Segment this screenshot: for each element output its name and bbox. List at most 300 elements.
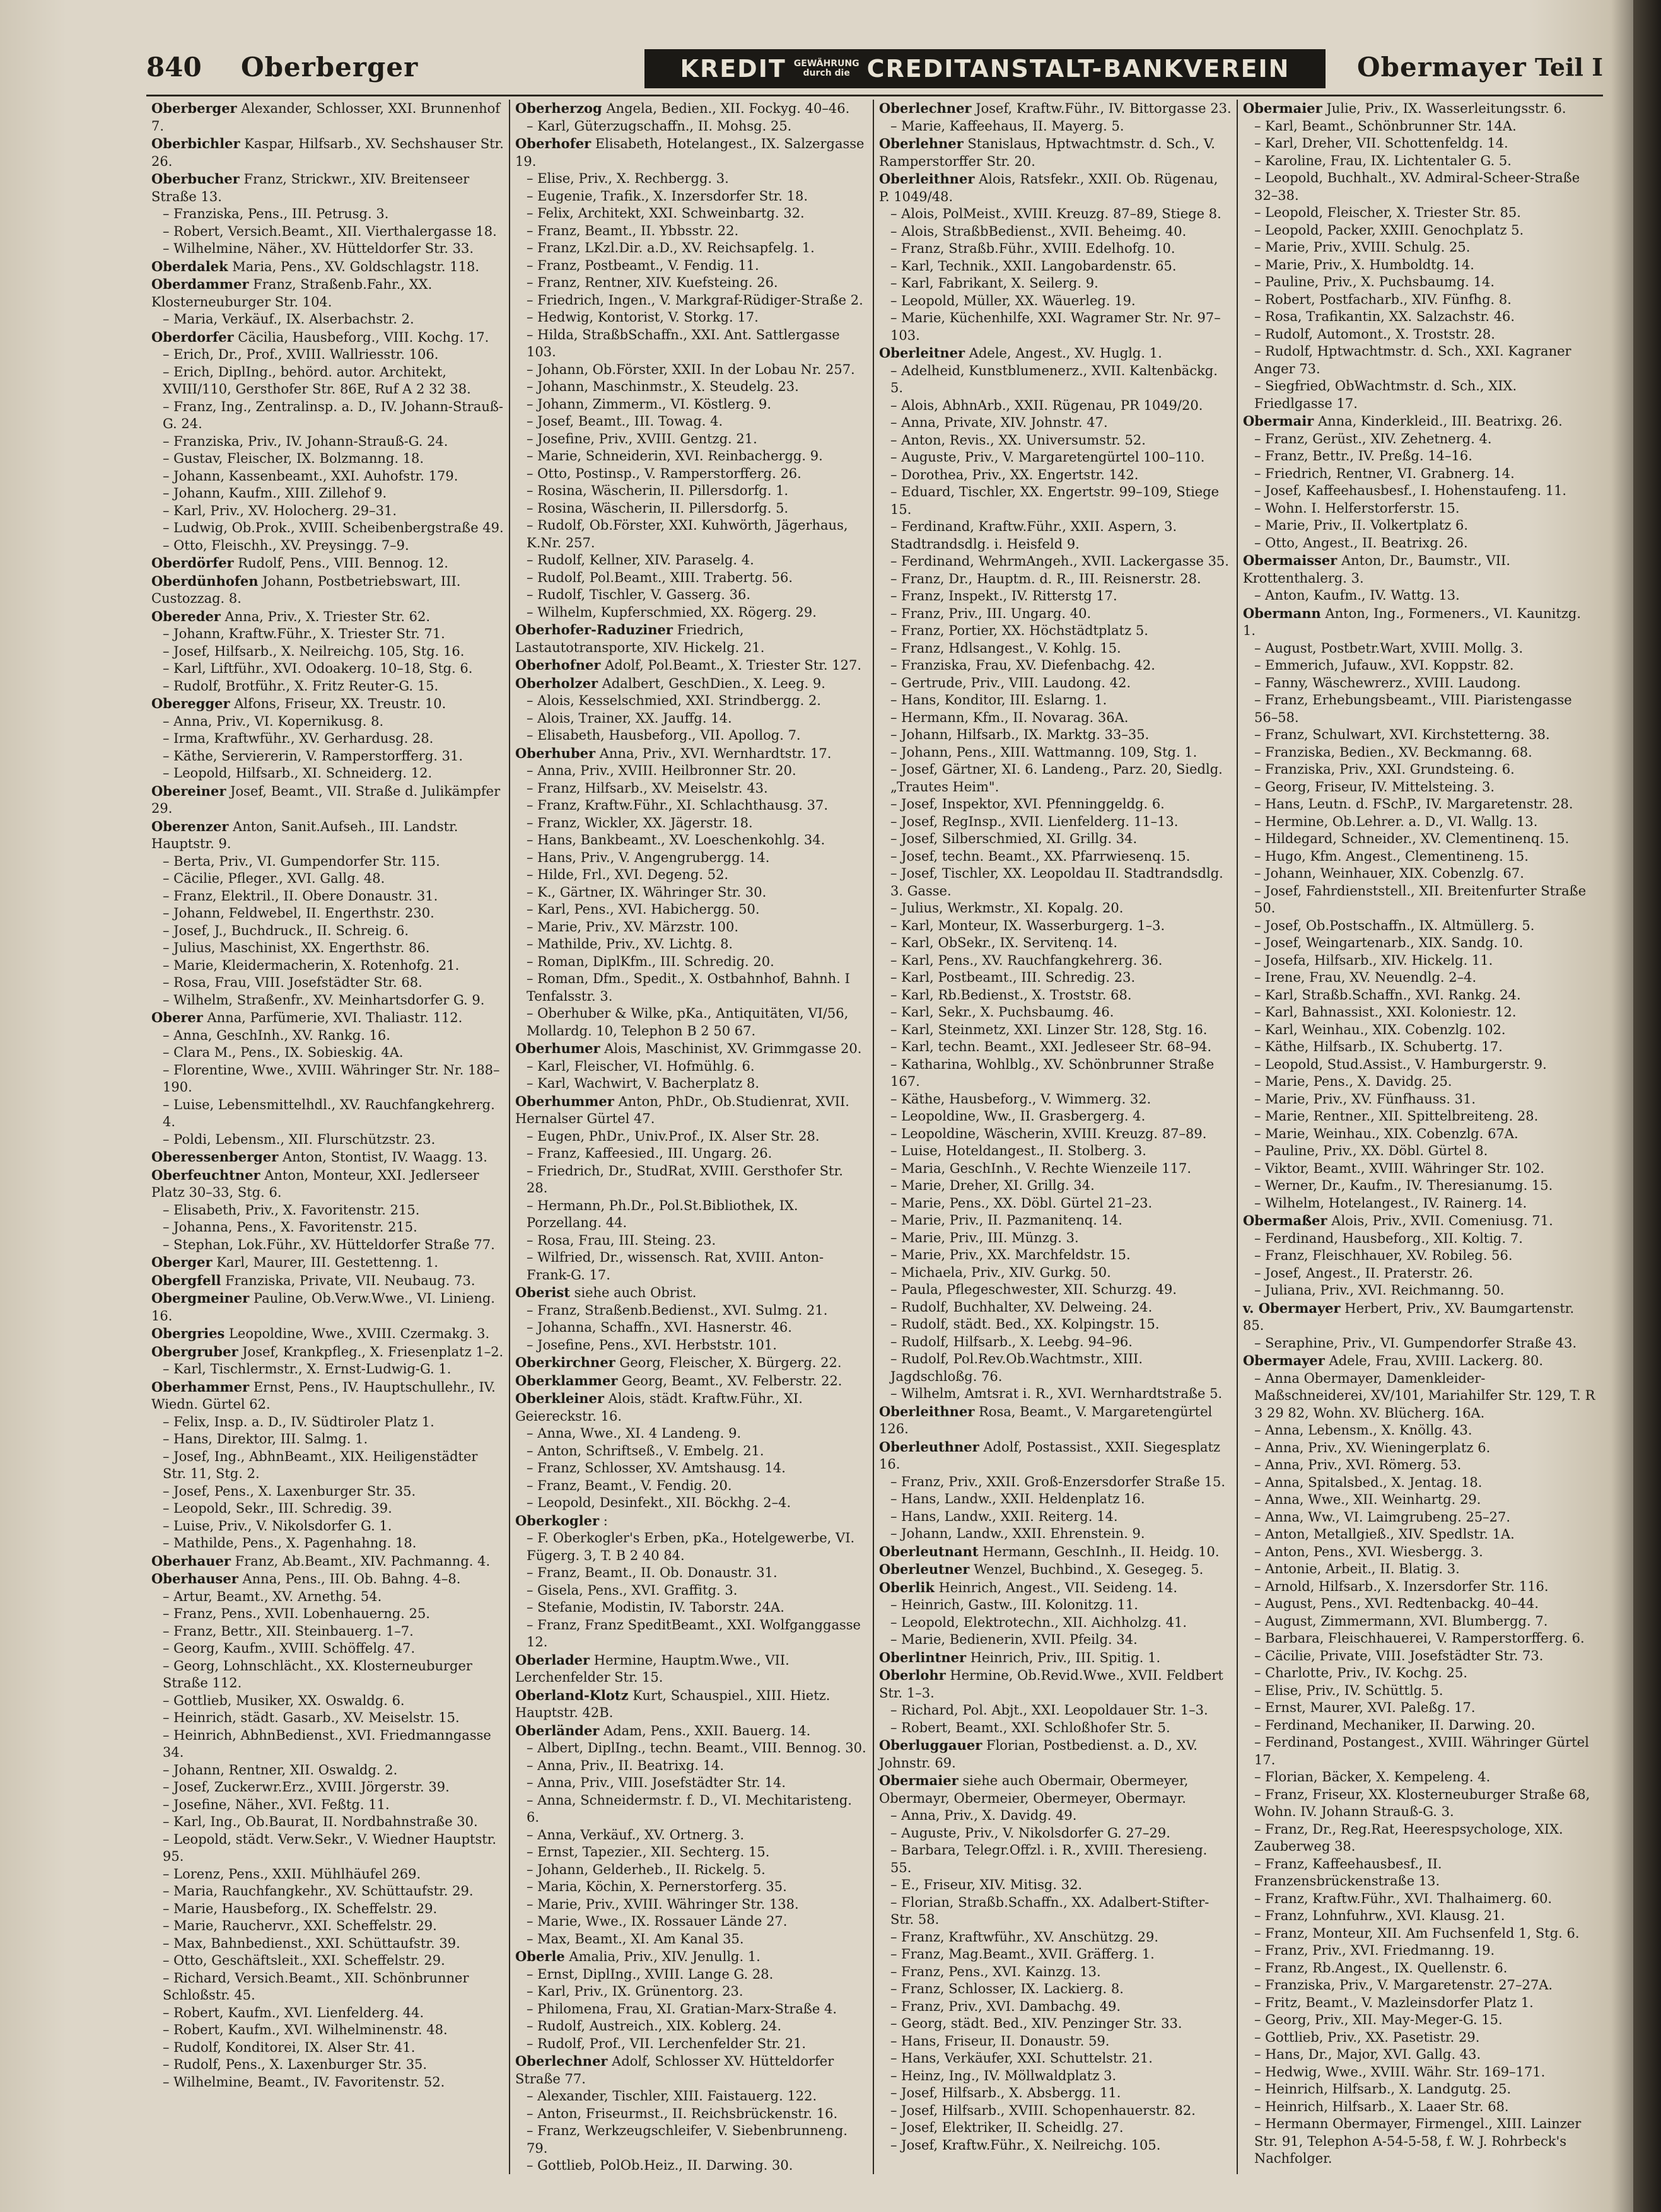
- directory-entry: [1243, 934, 1597, 952]
- directory-entry: [151, 2074, 504, 2092]
- entry-surname: Oberlechner: [515, 2053, 608, 2069]
- headword-left: Oberberger: [241, 52, 419, 83]
- entry-details: – Dorothea, Priv., XX. Engertstr. 142.: [890, 467, 1139, 482]
- entry-details: – Johann, Landw., XXII. Ehrenstein. 9.: [890, 1526, 1145, 1541]
- entry-details: – Irene, Frau, XV. Neuendlg. 2–4.: [1254, 970, 1477, 985]
- entry-details: – Johann, Maschinmstr., X. Steudelg. 23.: [527, 379, 799, 394]
- entry-details: – Karl, Straßb.Schaffn., XVI. Rankg. 24.: [1254, 987, 1521, 1003]
- directory-entry: [1243, 1022, 1597, 1039]
- directory-entry: [515, 745, 868, 763]
- entry-details: Anton, Monteur, XXI. Jedlerseer Platz 30–33, Stg. 6.: [151, 1167, 479, 1200]
- entry-details: – Marie, Pens., X. Davidg. 25.: [1254, 1074, 1452, 1089]
- entry-details: – Franz, Mag.Beamt., XVII. Gräfferg. 1.: [890, 1947, 1155, 1962]
- directory-entry: [515, 569, 868, 587]
- entry-details: – Franziska, Bedien., XV. Beckmanng. 68.: [1254, 744, 1532, 760]
- entry-details: Josef, Beamt., VII. Straße d. Julikämpfer 29.: [151, 783, 501, 816]
- entry-details: – Franz, Dr., Hauptm. d. R., III. Reisnerstr. 28.: [890, 571, 1201, 586]
- directory-entry: [879, 1126, 1232, 1143]
- entry-details: – Heinrich, Hilfsarb., X. Landgutg. 25.: [1254, 2081, 1512, 2097]
- directory-entry: [515, 188, 868, 206]
- directory-entry: [151, 1918, 504, 1935]
- entry-details: – Anton, Kaufm., IV. Wattg. 13.: [1254, 588, 1460, 603]
- entry-details: – Franz, Straßenb.Bedienst., XVI. Sulmg. 21.: [527, 1302, 828, 1318]
- directory-entry: [1243, 343, 1597, 378]
- directory-entry: [151, 1796, 504, 1814]
- directory-entry: [151, 643, 504, 661]
- entry-details: – Siegfried, ObWachtmstr. d. Sch., XIX. Friedlgasse 17.: [1254, 378, 1517, 411]
- directory-entry: [151, 1378, 504, 1414]
- entry-details: – Josef, Inspektor, XVI. Pfenninggeldg. 6.: [890, 796, 1165, 812]
- entry-details: – Barbara, Fleischhauerei, V. Ramperstorfferg. 6.: [1254, 1631, 1585, 1646]
- entry-details: – Rudolf, Pol.Rev.Ob.Wachtmstr., XIII. Jagdschloßg. 76.: [890, 1351, 1143, 1384]
- entry-details: – August, Pens., XVI. Redtenbackg. 40–44.: [1254, 1596, 1539, 1611]
- directory-entry: [879, 2015, 1232, 2033]
- directory-entry: [515, 1460, 868, 1477]
- entry-details: – Johann, Weinhauer, XIX. Cobenzlg. 67.: [1254, 866, 1524, 881]
- directory-entry: [879, 1299, 1232, 1317]
- entry-details: – Friedrich, Rentner, VI. Grabnerg. 14.: [1254, 465, 1515, 481]
- entry-details: – Felix, Insp. a. D., IV. Südtiroler Platz 1.: [163, 1414, 434, 1429]
- directory-entry: [515, 1302, 868, 1320]
- entry-details: – Leopoldine, Wäscherin, XVIII. Kreuzg. 87–89.: [890, 1126, 1207, 1141]
- entry-details: – Hans, Landw., XXII. Reiterg. 14.: [890, 1508, 1118, 1524]
- directory-entry: [1243, 500, 1597, 518]
- entry-details: – Stefanie, Modistin, IV. Taborstr. 24A.: [527, 1600, 784, 1615]
- entry-details: – Rudolf, Automont., X. Troststr. 28.: [1254, 326, 1495, 342]
- directory-entry: [1243, 257, 1597, 274]
- directory-entry: [515, 431, 868, 448]
- directory-entry: [151, 135, 504, 170]
- entry-details: – Elise, Priv., IV. Schüttlg. 5.: [1254, 1682, 1443, 1698]
- directory-entry: [1243, 1212, 1597, 1230]
- entry-details: – Philomena, Frau, XI. Gratian-Marx-Straße 4.: [527, 2001, 837, 2017]
- directory-entry: [1243, 1907, 1597, 1925]
- directory-entry: [1243, 813, 1597, 831]
- entry-details: – Emmerich, Jufauw., XVI. Koppstr. 82.: [1254, 658, 1514, 673]
- directory-entry: [879, 1474, 1232, 1491]
- entry-details: – Johann, Hilfsarb., IX. Marktg. 33–35.: [890, 727, 1150, 742]
- directory-entry: [879, 622, 1232, 640]
- entry-details: – Georg, Kaufm., XVIII. Schöffelg. 47.: [163, 1641, 416, 1656]
- entry-details: – Friedrich, Dr., StudRat, XVIII. Gersthofer Str. 28.: [527, 1163, 843, 1196]
- entry-details: – Gottlieb, Priv., XX. Pasetistr. 29.: [1254, 2029, 1480, 2045]
- directory-entry: [879, 449, 1232, 467]
- entry-details: – Josef, Silberschmied, XI. Grillg. 34.: [890, 831, 1138, 846]
- entry-details: – Rudolf, Hilfsarb., X. Leebg. 94–96.: [890, 1334, 1133, 1349]
- directory-entry: [879, 2033, 1232, 2051]
- directory-entry: [879, 1561, 1232, 1579]
- entry-details: – Franziska, Priv., IV. Johann-Strauß-G. 24.: [163, 433, 448, 449]
- directory-entry: [1243, 1073, 1597, 1091]
- directory-entry: [151, 765, 504, 783]
- entry-details: – Karl, ObSekr., IX. Servitenq. 14.: [890, 935, 1118, 950]
- entry-details: Adolf, Pol.Beamt., X. Triester Str. 127.: [600, 658, 862, 673]
- directory-entry: [1243, 1160, 1597, 1178]
- entry-details: – Franz, Friseur, XX. Klosterneuburger Straße 68, Wohn. IV. Johann Strauß-G. 3.: [1254, 1786, 1590, 1819]
- directory-entry: [515, 1878, 868, 1896]
- directory-entry: [879, 934, 1232, 952]
- entry-surname: Obergfell: [151, 1272, 221, 1288]
- entry-details: – Adelheid, Kunstblumenerz., XVII. Kaltenbäckg. 5.: [890, 363, 1218, 395]
- directory-entry: [151, 608, 504, 626]
- directory-entry: [1243, 326, 1597, 344]
- entry-details: – Friedrich, Ingen., V. Markgraf-Rüdiger-Straße 2.: [527, 292, 863, 308]
- entry-details: – Alexander, Tischler, XIII. Faistauerg. 122.: [527, 2088, 817, 2104]
- entry-details: Rudolf, Pens., VIII. Bennog. 12.: [233, 556, 448, 571]
- entry-details: – Josef, Hilfsarb., X. Neilreichg. 105, Stg. 16.: [163, 643, 465, 659]
- entry-details: – Marie, Priv., XVIII. Währinger Str. 138.: [527, 1896, 799, 1912]
- entry-surname: Obermaisser: [1243, 552, 1338, 568]
- directory-entry: [879, 952, 1232, 970]
- entry-details: Friedrich, Lastautotransporte, XIV. Hickelg. 21.: [515, 622, 765, 655]
- directory-entry: [151, 923, 504, 940]
- directory-entry: [1243, 726, 1597, 744]
- directory-entry: [1243, 779, 1597, 796]
- entry-details: Adele, Frau, XVIII. Lackerg. 80.: [1324, 1353, 1544, 1368]
- entry-details: – Leopold, städt. Verw.Sekr., V. Wiedner Hauptstr. 95.: [163, 1831, 497, 1864]
- directory-entry: [879, 675, 1232, 692]
- entry-details: – Franz, Schulwart, XVI. Kirchstetterng. 38.: [1254, 727, 1550, 742]
- directory-entry: [879, 1614, 1232, 1632]
- entry-details: – Wilhelm, Hotelangest., IV. Rainerg. 14.: [1254, 1195, 1527, 1211]
- directory-entry: [879, 1264, 1232, 1282]
- directory-entry: [151, 1883, 504, 1901]
- entry-details: Josef, Krankpfleg., X. Friesenplatz 1–2.: [238, 1344, 504, 1359]
- entry-details: – Karl, techn. Beamt., XXI. Jedleseer Str. 68–94.: [890, 1039, 1212, 1054]
- entry-details: – Wilhelm, Kupferschmied, XX. Rögerg. 29.: [527, 604, 817, 620]
- entry-details: – Ernst, DiplIng., XVIII. Lange G. 28.: [527, 1966, 774, 1982]
- entry-details: – Rudolf, Buchhalter, XV. Delweing. 24.: [890, 1299, 1153, 1315]
- entry-details: – Karl, Technik., XXII. Langobardenstr. 65.: [890, 258, 1177, 274]
- entry-details: – Josef, Angest., II. Praterstr. 26.: [1254, 1265, 1473, 1281]
- entry-details: – Johanna, Schaffn., XVI. Hasnerstr. 46.: [527, 1320, 792, 1335]
- entry-details: Anna, Parfümerie, XVI. Thaliastr. 112.: [202, 1010, 463, 1025]
- directory-entry: [879, 1247, 1232, 1264]
- entry-details: – Mathilde, Priv., XV. Lichtg. 8.: [527, 936, 733, 952]
- entry-details: – Käthe, Hausbeforg., V. Wimmerg. 32.: [890, 1091, 1151, 1107]
- directory-entry: [151, 1289, 504, 1325]
- entry-details: – Franz, Pens., XVII. Lobenhauerng. 25.: [163, 1606, 430, 1621]
- entry-details: – Wilhelm, Straßenfr., XV. Meinhartsdorfer G. 9.: [163, 992, 485, 1008]
- directory-entry: [1243, 848, 1597, 866]
- directory-entry: [879, 1737, 1232, 1772]
- entry-details: – Hermann, Ph.Dr., Pol.St.Bibliothek, IX. Porzellang. 44.: [527, 1197, 798, 1230]
- entry-details: Alois, Priv., XVII. Comeniusg. 71.: [1327, 1213, 1553, 1228]
- directory-entry: [151, 329, 504, 347]
- entry-details: – Josef, Zuckerwr.Erz., XVIII. Jörgerstr. 39.: [163, 1779, 450, 1795]
- entry-details: – Franz, Schlosser, IX. Lackierg. 8.: [890, 1981, 1124, 1996]
- entry-details: Georg, Beamt., XV. Felberstr. 22.: [617, 1373, 842, 1388]
- entry-details: – Karl, Wachwirt, V. Bacherplatz 8.: [527, 1076, 760, 1091]
- directory-entry: [1243, 987, 1597, 1004]
- entry-details: Adam, Pens., XXII. Bauerg. 14.: [599, 1723, 811, 1738]
- directory-entry: [515, 1390, 868, 1425]
- directory-entry: [879, 2050, 1232, 2068]
- directory-entry: [879, 170, 1232, 206]
- entry-details: – Josef, Ing., AbhnBeamt., XIX. Heiligenstädter Str. 11, Stg. 2.: [163, 1448, 478, 1481]
- directory-entry: [879, 848, 1232, 866]
- entry-details: Anton, Dr., Baumstr., VII. Krottenthalerg. 3.: [1243, 553, 1510, 586]
- entry-details: – Rudolf, Hptwachtmstr. d. Sch., XXI. Kagraner Anger 73.: [1254, 344, 1571, 376]
- entry-details: – Josefine, Näher., XVI. Feßtg. 11.: [163, 1796, 390, 1812]
- entry-surname: Oberkogler: [515, 1512, 600, 1528]
- entry-details: – Leopold, Hilfsarb., XI. Schneiderg. 12.: [163, 765, 433, 781]
- directory-entry: [151, 1535, 504, 1552]
- entry-details: – Franz, Rentner, XIV. Kuefsteing. 26.: [527, 275, 778, 290]
- directory-entry: [515, 1284, 868, 1302]
- entry-details: Georg, Fleischer, X. Bürgerg. 22.: [615, 1355, 842, 1370]
- directory-entry: [515, 1617, 868, 1651]
- directory-entry: [515, 1983, 868, 2001]
- directory-entry: [1243, 1370, 1597, 1423]
- headword-right: Obermayer: [1357, 52, 1527, 83]
- entry-details: – Paula, Pflegeschwester, XII. Schurzg. 49.: [890, 1282, 1177, 1297]
- directory-entry: [1243, 274, 1597, 291]
- entry-details: – Karl, Bahnassist., XXI. Koloniestr. 12.: [1254, 1004, 1517, 1020]
- entry-details: – Georg, Lohnschlächt., XX. Klosterneuburger Straße 112.: [163, 1658, 472, 1691]
- directory-entry: [1243, 100, 1597, 118]
- directory-entry: [1243, 830, 1597, 848]
- entry-details: – Marie, Schneiderin, XVI. Reinbachergg. 9.: [527, 448, 823, 463]
- entry-details: Alfons, Friseur, XX. Treustr. 10.: [230, 696, 446, 711]
- directory-entry: [515, 2052, 868, 2088]
- directory-entry: [1243, 1509, 1597, 1527]
- entry-details: – Artur, Beamt., XV. Arnethg. 54.: [163, 1588, 382, 1604]
- directory-entry: [879, 571, 1232, 588]
- entry-details: – Marie, Rentner., XII. Spittelbreiteng. 28.: [1254, 1109, 1539, 1124]
- entry-details: Hermine, Ob.Revid.Wwe., XVII. Feldbert Str. 1–3.: [879, 1668, 1223, 1701]
- entry-details: – Robert, Kaufm., XVI. Wilhelminenstr. 48.: [163, 2022, 448, 2037]
- entry-details: Franz, Straßenb.Fahr., XX. Klosterneuburger Str. 104.: [151, 277, 433, 310]
- entry-surname: Oberleuthner: [879, 1438, 979, 1455]
- entry-details: – Michaela, Priv., XIV. Gurkg. 50.: [890, 1264, 1111, 1280]
- directory-entry: [1243, 1630, 1597, 1648]
- directory-entry: [879, 1022, 1232, 1039]
- directory-entry: [515, 378, 868, 396]
- entry-details: – Franziska, Priv., V. Margaretenstr. 27–27A.: [1254, 1977, 1553, 1993]
- entry-details: – Oberhuber & Wilke, pKa., Antiquitäten, VI/56, Mollardg. 10, Telephon B 2 50 67.: [527, 1006, 849, 1039]
- directory-entry: [151, 957, 504, 975]
- entry-surname: Oberberger: [151, 100, 237, 116]
- directory-entry: [879, 1772, 1232, 1807]
- entry-details: – Gottlieb, PolOb.Heiz., II. Darwing. 30.: [527, 2158, 793, 2173]
- entry-details: – Anna, Priv., XVIII. Heilbronner Str. 20.: [527, 763, 796, 778]
- directory-entry: [1243, 1925, 1597, 1943]
- entry-details: – Karl, Monteur, IX. Wasserburgerg. 1–3.: [890, 917, 1165, 933]
- entry-details: – Franz, Hdlsangest., V. Kohlg. 15.: [890, 640, 1121, 656]
- entry-details: – Ferdinand, Kraftw.Führ., XXII. Aspern, 3. Stadtrandsdlg. i. Heisfeld 9.: [890, 519, 1177, 552]
- directory-entry: [515, 1145, 868, 1163]
- directory-entry: [515, 292, 868, 310]
- directory-entry: [151, 2056, 504, 2074]
- directory-entry: [515, 919, 868, 936]
- entry-details: – Wilfried, Dr., wissensch. Rat, XVIII. Anton-Frank-G. 17.: [527, 1250, 824, 1283]
- entry-details: – Georg, Friseur, IV. Mittelsteing. 3.: [1254, 779, 1495, 795]
- directory-entry: [879, 709, 1232, 727]
- directory-entry: [1243, 1039, 1597, 1056]
- directory-entry: [1243, 1177, 1597, 1195]
- directory-entry: [515, 2018, 868, 2035]
- entry-surname: Oberegger: [151, 696, 230, 711]
- entry-details: – Fanny, Wäschewrerz., XVIII. Laudong.: [1254, 675, 1521, 690]
- directory-entry: [515, 1861, 868, 1879]
- entry-details: – Franz, Elektril., II. Obere Donaustr. 31.: [163, 888, 438, 904]
- entry-details: – Anna, Priv., VI. Kopernikusg. 8.: [163, 713, 384, 729]
- entry-surname: Obermaier: [879, 1773, 959, 1788]
- entry-details: – Antonie, Arbeit., II. Blatig. 3.: [1254, 1561, 1460, 1576]
- entry-details: – Marie, Priv., XV. Märzstr. 100.: [527, 919, 738, 934]
- entry-details: – Auguste, Priv., V. Margaretengürtel 100–110.: [890, 450, 1205, 465]
- entry-details: – Rosina, Wäscherin, II. Pillersdorfg. 1.: [527, 483, 789, 498]
- entry-details: – Mathilde, Pens., X. Pagenhahng. 18.: [163, 1535, 417, 1551]
- directory-entry: [879, 1212, 1232, 1230]
- entry-details: – Anna Obermayer, Damenkleider-Maßschneiderei, XV/101, Mariahilfer Str. 129, T. R 3 29 82, Wohn. XV. Blücherg. 16A.: [1254, 1370, 1595, 1421]
- entry-surname: Oberherzog: [515, 100, 602, 116]
- entry-details: – Juliana, Priv., XVI. Reichmanng. 50.: [1254, 1283, 1505, 1298]
- entry-surname: Oberer: [151, 1010, 203, 1025]
- entry-details: – Marie, Dreher, XI. Grillg. 34.: [890, 1178, 1095, 1193]
- directory-entry: [1243, 1143, 1597, 1160]
- entry-details: – Franz, Lohnfuhrw., XVI. Klausg. 21.: [1254, 1908, 1505, 1923]
- entry-details: – Maria, GeschInh., V. Rechte Wienzeile 117.: [890, 1160, 1192, 1176]
- entry-details: – Anton, Friseurmst., II. Reichsbrückenstr. 16.: [527, 2105, 838, 2121]
- entry-details: Cäcilia, Hausbeforg., VIII. Kochg. 17.: [233, 329, 489, 345]
- entry-details: – Karl, Güterzugschaffn., II. Mohsg. 25.: [527, 118, 792, 134]
- directory-entry: [515, 1774, 868, 1792]
- entry-details: – Roman, Dfm., Spedit., X. Ostbahnhof, Bahnh. I Tenfalsstr. 3.: [527, 971, 850, 1004]
- directory-entry: [1243, 1595, 1597, 1613]
- directory-entry: [879, 1281, 1232, 1299]
- entry-details: – Hans, Verkäufer, XXI. Schuttelstr. 21.: [890, 2051, 1153, 2066]
- directory-entry: [515, 1913, 868, 1931]
- entry-details: – Franz, Beamt., V. Fendig. 20.: [527, 1477, 732, 1493]
- directory-entry: [879, 206, 1232, 223]
- entry-details: – Franz, Werkzeugschleifer, V. Siebenbrunneng. 79.: [527, 2123, 848, 2156]
- directory-entry: [151, 1097, 504, 1131]
- entry-details: – Hans, Konditor, III. Eslarng. 1.: [890, 692, 1107, 707]
- directory-entry: [515, 552, 868, 569]
- directory-entry: [151, 1779, 504, 1796]
- directory-entry: [151, 1709, 504, 1727]
- entry-details: – Josef, techn. Beamt., XX. Pfarrwiesenq. 15.: [890, 848, 1191, 864]
- entry-surname: Obermaier: [1243, 100, 1322, 116]
- entry-surname: Oberlohr: [879, 1667, 946, 1683]
- directory-entry: [1243, 1717, 1597, 1735]
- directory-entry: [151, 2022, 504, 2039]
- directory-entry: [151, 258, 504, 276]
- directory-entry: [1243, 308, 1597, 326]
- directory-entry: [151, 626, 504, 643]
- entry-details: – Franz, Erhebungsbeamt., VIII. Piaristengasse 56–58.: [1254, 692, 1572, 725]
- entry-details: – Franz, Gerüst., XIV. Zehetnerg. 4.: [1254, 431, 1492, 446]
- directory-entry: [879, 744, 1232, 762]
- directory-entry: [515, 1443, 868, 1460]
- directory-entry: [1243, 1960, 1597, 1977]
- entry-details: – Karl, Priv., IX. Grünentorg. 23.: [527, 1984, 743, 1999]
- entry-details: – Katharina, Wohlblg., XV. Schönbrunner Straße 167.: [890, 1056, 1215, 1089]
- directory-entry: [1243, 378, 1597, 412]
- entry-details: Anton, PhDr., Ob.Studienrat, XVII. Hernalser Gürtel 47.: [515, 1093, 849, 1126]
- directory-entry: [879, 518, 1232, 553]
- advertising-banner: [644, 49, 1326, 88]
- entry-surname: Oberlechner: [879, 100, 972, 116]
- entry-details: – Anna, Schneidermstr. f. D., VI. Mechitaristeng. 6.: [527, 1792, 852, 1825]
- directory-entry: [515, 240, 868, 257]
- directory-entry: [879, 1230, 1232, 1247]
- directory-entry: [879, 293, 1232, 310]
- entry-details: – Karl, Beamt., Schönbrunner Str. 14A.: [1254, 118, 1517, 134]
- directory-entry: [151, 853, 504, 871]
- directory-entry: [515, 482, 868, 500]
- entry-surname: Oberhammer: [151, 1378, 250, 1395]
- directory-entry: [151, 450, 504, 468]
- directory-entry: [515, 621, 868, 656]
- directory-entry: [151, 1901, 504, 1918]
- directory-entry: [515, 309, 868, 327]
- entry-surname: Oberleutnant: [879, 1543, 979, 1559]
- directory-entry: [515, 1075, 868, 1093]
- directory-entry: [1243, 1856, 1597, 1890]
- directory-entry: [879, 275, 1232, 293]
- directory-entry: [879, 1702, 1232, 1720]
- directory-entry: [515, 1827, 868, 1844]
- directory-entry: [1243, 2046, 1597, 2064]
- entry-details: – Johann, Zimmerm., VI. Köstlerg. 9.: [527, 396, 772, 412]
- entry-details: – Anton, Revis., XX. Universumstr. 52.: [890, 432, 1146, 448]
- directory-entry: [879, 1631, 1232, 1649]
- directory-entry: [879, 1981, 1232, 1998]
- entry-details: Rosa, Beamt., V. Margaretengürtel 126.: [879, 1404, 1213, 1436]
- entry-surname: Oberkirchner: [515, 1354, 615, 1370]
- entry-details: – Anna, Private, XIV. Johnstr. 47.: [890, 415, 1108, 430]
- entry-details: Hermann, GeschInh., II. Heidg. 10.: [978, 1544, 1220, 1559]
- entry-details: – Julius, Werkmstr., XI. Kopalg. 20.: [890, 900, 1124, 916]
- directory-entry: [879, 1877, 1232, 1894]
- entry-details: – Hilde, Frl., XVI. Degeng. 52.: [527, 867, 729, 882]
- directory-entry: [879, 1108, 1232, 1126]
- entry-surname: Oberhofer: [515, 136, 592, 151]
- directory-entry: [515, 327, 868, 361]
- entry-details: – Hans, Bankbeamt., XV. Loeschenkohlg. 34.: [527, 832, 825, 847]
- header-rule: [146, 95, 1603, 96]
- directory-entry: [879, 761, 1232, 796]
- entry-details: – Marie, Priv., X. Humboldtg. 14.: [1254, 257, 1474, 272]
- entry-details: – Heinrich, AbhnBedienst., XVI. Friedmanngasse 34.: [163, 1727, 491, 1760]
- entry-details: – Anna, Lebensm., X. Knöllg. 43.: [1254, 1423, 1472, 1438]
- entry-details: – Gertrude, Priv., VIII. Laudong. 42.: [890, 675, 1131, 690]
- entry-details: – Rudolf, Pens., X. Laxenburger Str. 35.: [163, 2057, 428, 2072]
- entry-details: siehe auch Obrist.: [569, 1285, 697, 1300]
- directory-entry: [1243, 465, 1597, 483]
- entry-details: – Anna, Priv., X. Davidg. 49.: [890, 1808, 1077, 1823]
- entry-details: – Johanna, Pens., X. Favoritenstr. 215.: [163, 1220, 417, 1235]
- directory-entry: [151, 1361, 504, 1378]
- directory-entry: [1243, 1457, 1597, 1474]
- entry-details: – Karl, Ing., Ob.Baurat, II. Nordbahnstraße 30.: [163, 1814, 478, 1829]
- directory-entry: [879, 1195, 1232, 1213]
- entry-details: – Rudolf, Prof., VII. Lerchenfelder Str. 21.: [527, 2035, 807, 2051]
- entry-details: – Maria, Verkäuf., IX. Alserbachstr. 2.: [163, 311, 414, 327]
- directory-entry: [151, 660, 504, 678]
- entry-surname: Oberdünhofen: [151, 573, 259, 589]
- directory-entry: [151, 1009, 504, 1027]
- entry-details: – Rosa, Frau, III. Steing. 23.: [527, 1232, 716, 1248]
- entry-details: – Josef, Kraftw.Führ., X. Neilreichg. 105.: [890, 2137, 1161, 2153]
- directory-entry: [515, 970, 868, 1005]
- entry-details: – Heinz, Ing., IV. Möllwaldplatz 3.: [890, 2068, 1117, 2083]
- directory-entry: [151, 1237, 504, 1254]
- entry-details: – Franz, Hilfsarb., XV. Meiselstr. 43.: [527, 780, 768, 796]
